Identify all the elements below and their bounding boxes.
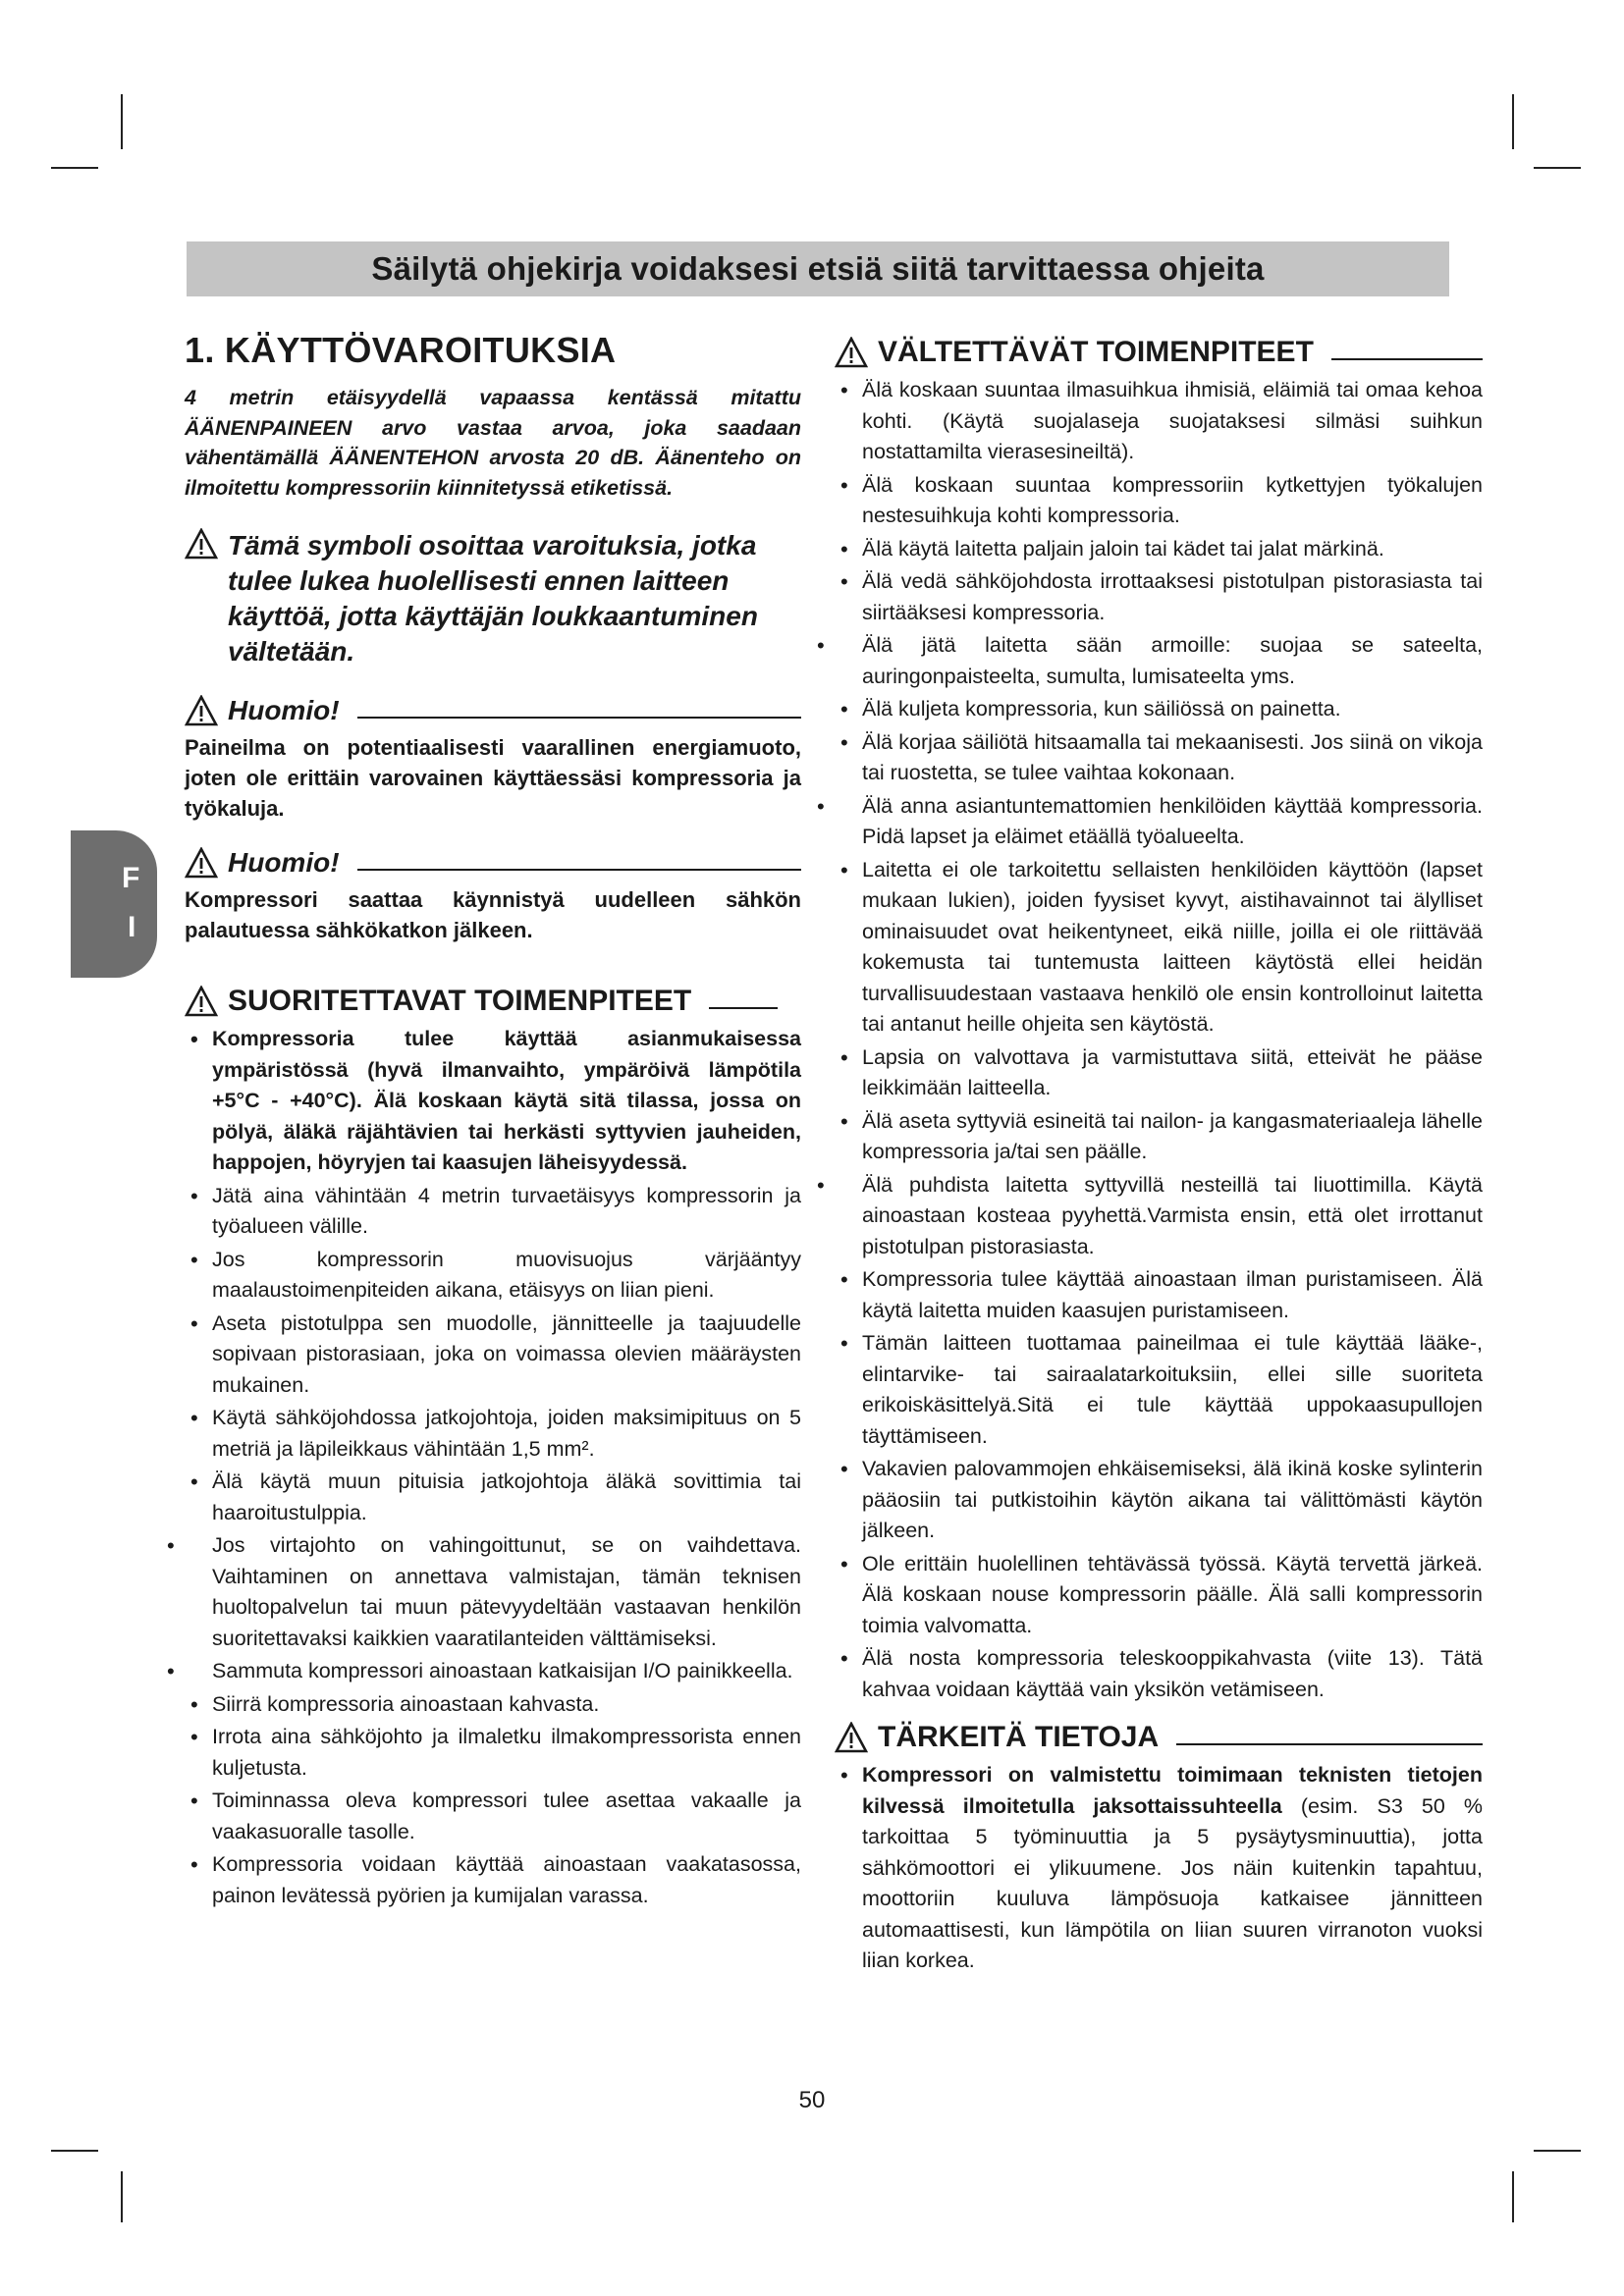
list-item: • Laitetta ei ole tarkoitettu sellaisten henkilöiden käyttöön (lapset mukaan lukien), joiden fyysiset kyvyt, aistihavainnot tai älylliset ominaisuudet ovat heikentyneet, eikä niille, joilla ei ole riittävää kokemusta tai tuntemusta laitteen käytöstä ellei heidän turvallisuudestaan vastaava henkilö ole ensin kontrolloinut laitetta tai antanut heille ohjeita sen käytöstä.	[835, 855, 1483, 1041]
crop-mark	[1512, 2171, 1514, 2222]
list-item: • Tämän laitteen tuottamaa paineilmaa ei tule käyttää lääke-, elintarvike- tai sairaalatarkoituksiin, ellei sille suoriteta erikoiskäsittelyä.Sitä ei tule käyttää uppokaasupullojen täyttämiseen.	[835, 1328, 1483, 1452]
section-title: TÄRKEITÄ TIETOJA	[878, 1721, 1160, 1753]
symbol-note	[185, 528, 801, 669]
warning-triangle-icon	[185, 986, 218, 1017]
list-item-rest: (esim. S3 50 % tarkoittaa 5 työminuuttia ja 5 pysäytysminuuttia), jotta sähkömoottori ei ylikuumene. Jos näin kuitenkin tapahtuu, moottoriin kuuluva lämpösuoja katkaisee jännitteen automaattisesti, kun lämpötila on liian suuren virranoton vuoksi liian korkea.	[862, 1793, 1484, 1972]
list-item: • Jos virtajohto on vahingoittunut, se on vaihdettava. Vaihtaminen on annettava valmistajan, tämän teknisen huoltopalvelun tai muun pätevyydeltään vastaavan henkilön suoritettavaksi kaikkien vaaratilanteiden välttämiseksi.	[185, 1530, 801, 1654]
list-item: • Irrota aina sähköjohto ja ilmaletku ilmakompressorista ennen kuljetusta.	[185, 1722, 801, 1784]
list-item: • Aseta pistotulppa sen muodolle, jännitteelle ja taajuudelle sopivaan pistorasiaan, joka on voimassa olevien määräysten mukainen.	[185, 1308, 801, 1402]
list-item: • Älä käytä muun pituisia jatkojohtoja äläkä sovittimia tai haaroitustulppia.	[185, 1467, 801, 1528]
list-item: • Älä puhdista laitetta syttyvillä nesteillä tai liuottimilla. Käytä ainoastaan kosteaa pyyhettä.Varmista ensin, että olet irrottanut pistotulpan pistorasiasta.	[835, 1170, 1483, 1263]
huomio-title-2: Huomio!	[228, 847, 340, 878]
list-item	[835, 1760, 1483, 1977]
list-item: • Älä koskaan suuntaa ilmasuihkua ihmisiä, eläimiä tai omaa kehoa kohti. (Käytä suojalaseja suojataksesi silmäsi suihkun nostattamilta vierasesineiltä).	[835, 375, 1483, 468]
right-list-1	[835, 375, 1483, 1705]
list-item: • Älä nosta kompressoria teleskooppikahvasta (viite 13). Tätä kahvaa voidaan käyttää vain yksikön vetämiseen.	[835, 1643, 1483, 1705]
section-title: SUORITETTAVAT TOIMENPITEET	[228, 985, 692, 1017]
list-item: • Jätä aina vähintään 4 metrin turvaetäisyys kompressorin ja työalueen välille.	[185, 1181, 801, 1243]
list-item: • Kompressoria voidaan käyttää ainoastaan vaakatasossa, painon levätessä pyörien ja kumijalan varassa.	[185, 1849, 801, 1911]
list-item: • Älä kuljeta kompressoria, kun säiliössä on painetta.	[835, 694, 1483, 725]
noise-paragraph: 4 metrin etäisyydellä vapaassa kentässä mitattu ÄÄNENPAINEEN arvo vastaa arvoa, joka saadaan vähentämällä ÄÄNENTEHON arvosta 20 dB. Äänenteho on ilmoitettu kompressoriin kiinnitetyssä etiketissä.	[185, 386, 801, 500]
page-number: 50	[798, 2087, 826, 2113]
list-item: • Älä käytä laitetta paljain jaloin tai kädet tai jalat märkinä.	[835, 534, 1483, 565]
side-tab-letter-i: I	[128, 911, 136, 943]
left-column	[185, 324, 801, 1913]
list-item: • Jos kompressorin muovisuojus värjääntyy maalaustoimenpiteiden aikana, etäisyys on liian pieni.	[185, 1245, 801, 1307]
right-list-2	[835, 1760, 1483, 1977]
crop-mark	[51, 167, 98, 169]
warning-triangle-icon	[185, 528, 218, 560]
heading-rule	[357, 703, 801, 719]
section-heading-tarkeita	[835, 1721, 1483, 1754]
side-tab-letter-f: F	[122, 862, 140, 894]
warning-triangle-icon	[835, 1722, 868, 1753]
list-item: • Älä koskaan suuntaa kompressoriin kytkettyjen työkalujen nestesuihkuja kohti kompressoria.	[835, 470, 1483, 532]
list-item-bold-part: Kompressori on valmistettu toimimaan teknisten tietojen kilvessä ilmoitetulla jaksottaissuhteella	[862, 1763, 1483, 1818]
list-item: • Kompressoria tulee käyttää asianmukaisessa ympäristössä (hyvä ilmanvaihto, ympäröivä lämpötila +5°C - +40°C). Älä koskaan käytä sitä tilassa, jossa on pölyä, äläkä räjähtävien tai herkästi syttyvien jauheiden, happojen, höyryjen tai kaasujen läheisyydessä.	[185, 1024, 801, 1179]
banner-title: Säilytä ohjekirja voidaksesi etsiä siitä tarvittaessa ohjeita	[371, 250, 1265, 287]
crop-mark	[51, 2150, 98, 2152]
list-item: • Toiminnassa oleva kompressori tulee asettaa vakaalle ja vaakasuoralle tasolle.	[185, 1786, 801, 1847]
chapter-heading: 1. KÄYTTÖVAROITUKSIA	[185, 330, 617, 370]
section-title: VÄLTETTÄVÄT TOIMENPITEET	[878, 336, 1314, 368]
list-item: • Käytä sähköjohdossa jatkojohtoja, joiden maksimipituus on 5 metriä ja läpileikkaus vähintään 1,5 mm².	[185, 1403, 801, 1465]
list-item: • Älä anna asiantuntemattomien henkilöiden käyttää kompressoria. Pidä lapset ja eläimet etäällä työalueelta.	[835, 791, 1483, 853]
list-item: • Siirrä kompressoria ainoastaan kahvasta.	[185, 1689, 801, 1721]
heading-rule	[1331, 345, 1483, 360]
list-item: • Kompressoria tulee käyttää ainoastaan ilman puristamiseen. Älä käytä laitetta muiden kaasujen puristamiseen.	[835, 1264, 1483, 1326]
huomio-heading-2	[185, 847, 801, 879]
huomio-text-1: Paineilma on potentiaalisesti vaarallinen energiamuoto, joten ole erittäin varovainen käyttäessäsi kompressoria ja työkaluja.	[185, 735, 801, 821]
header-banner	[187, 241, 1449, 296]
list-item: • Älä aseta syttyviä esineitä tai nailon- ja kangasmateriaaleja lähelle kompressoria ja/tai sen päälle.	[835, 1106, 1483, 1168]
crop-mark	[121, 2171, 123, 2222]
huomio-heading-1	[185, 695, 801, 726]
symbol-note-text: Tämä symboli osoittaa varoituksia, jotka tulee lukea huolellisesti ennen laitteen käyttöä, jotta käyttäjän loukkaantuminen vältetään.	[228, 530, 758, 667]
warning-triangle-icon	[835, 337, 868, 368]
section-heading-suoritettavat	[185, 985, 801, 1018]
crop-mark	[1512, 94, 1514, 149]
list-item: • Vakavien palovammojen ehkäisemiseksi, älä ikinä koske sylinterin pääosiin tai putkistoihin käytön aikana tai välittömästi käytön jälkeen.	[835, 1454, 1483, 1547]
crop-mark	[121, 94, 123, 149]
heading-rule	[1176, 1730, 1483, 1745]
left-list	[185, 1024, 801, 1911]
list-item: • Ole erittäin huolellinen tehtävässä työssä. Käytä tervettä järkeä. Älä koskaan nouse kompressorin päälle. Älä salli kompressorin toimia valvomatta.	[835, 1549, 1483, 1642]
section-heading-valtettavat	[835, 336, 1483, 369]
list-item: • Lapsia on valvottava ja varmistuttava siitä, etteivät he pääse leikkimään laitteella.	[835, 1042, 1483, 1104]
right-column	[835, 324, 1483, 1979]
language-side-tab	[71, 830, 157, 978]
warning-triangle-icon	[185, 847, 218, 879]
list-item: • Älä jätä laitetta sään armoille: suojaa se sateelta, auringonpaisteelta, sumulta, lumisateelta yms.	[835, 630, 1483, 692]
list-item: • Älä korjaa säiliötä hitsaamalla tai mekaanisesti. Jos siinä on vikoja tai ruostetta, se tulee vaihtaa kokonaan.	[835, 727, 1483, 789]
huomio-text-2: Kompressori saattaa käynnistyä uudelleen sähkön palautuessa sähkökatkon jälkeen.	[185, 887, 801, 942]
warning-triangle-icon	[185, 695, 218, 726]
heading-rule	[709, 993, 778, 1009]
huomio-title-1: Huomio!	[228, 695, 340, 725]
heading-rule	[357, 855, 801, 871]
crop-mark	[1534, 2150, 1581, 2152]
crop-mark	[1534, 167, 1581, 169]
list-item: • Sammuta kompressori ainoastaan katkaisijan I/O painikkeella.	[185, 1656, 801, 1687]
list-item: • Älä vedä sähköjohdosta irrottaaksesi pistotulpan pistorasiasta tai siirtääksesi kompressoria.	[835, 566, 1483, 628]
